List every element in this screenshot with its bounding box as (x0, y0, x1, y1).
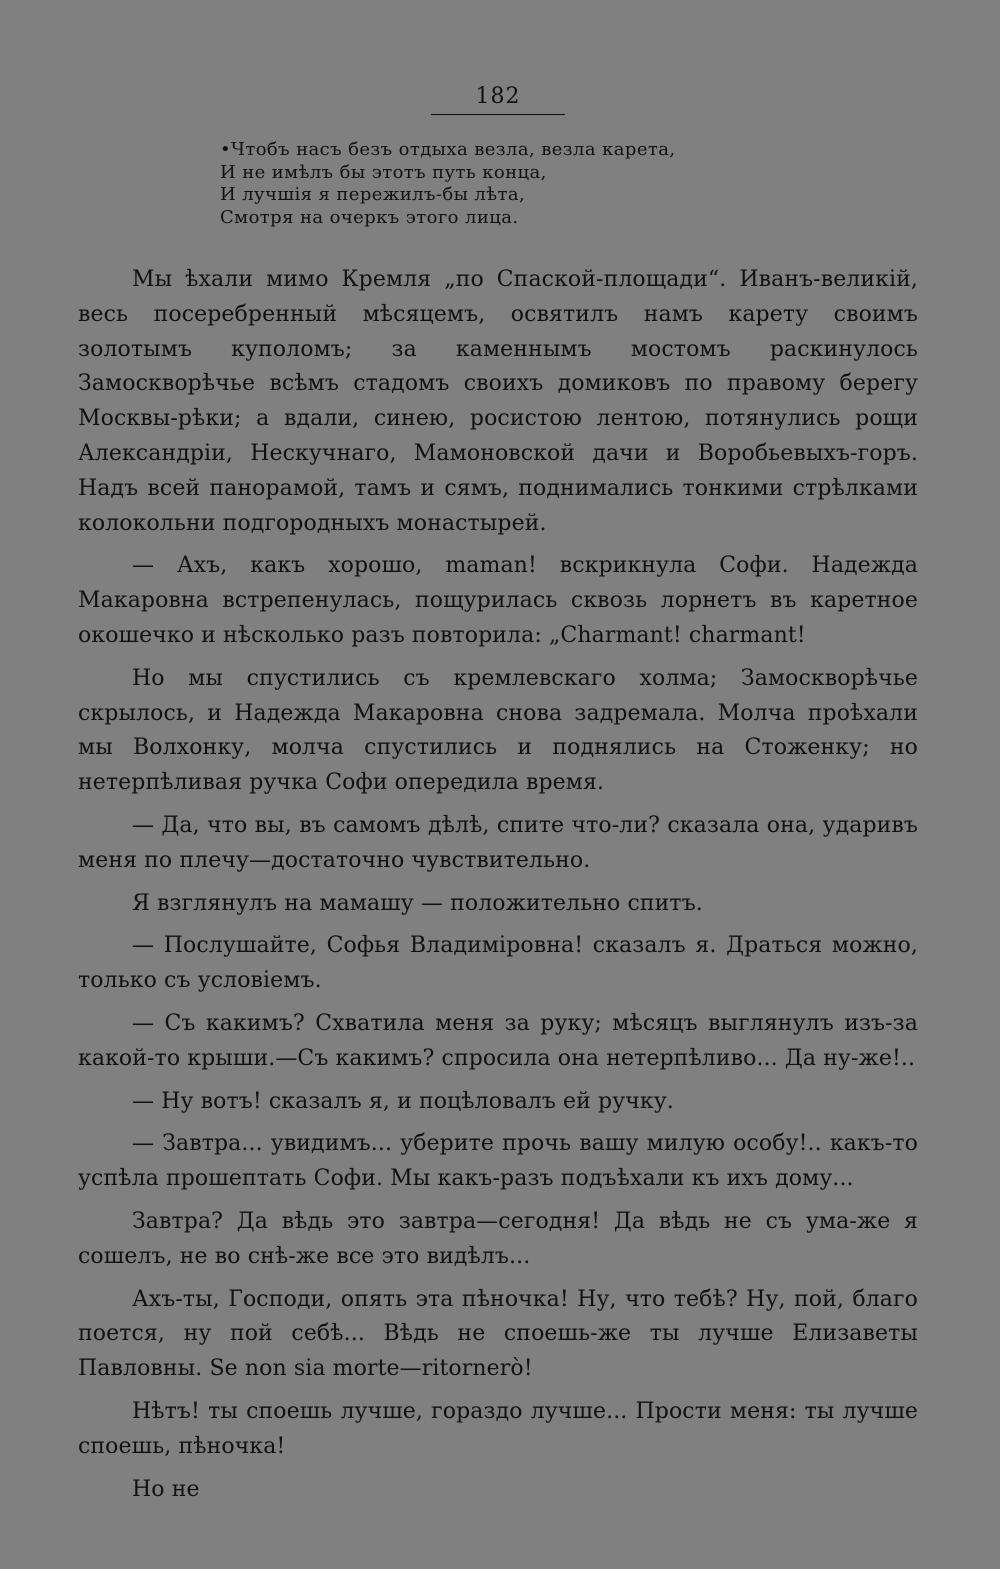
book-page (78, 82, 918, 1515)
paragraph: — Ахъ, какъ хорошо, maman! вскрикнула Софи. Надежда Макаровна встрепенулась, пощурилась сквозь лорнетъ въ каретное окошечко и нѣсколько разъ повторила: „Charmant! charmant! (78, 553, 918, 648)
paragraph: Завтра? Да вѣдь это завтра—сегодня! Да вѣдь не съ ума-же я сошелъ, не во снѣ-же все это видѣлъ... (78, 1208, 918, 1269)
paragraph: Ахъ-ты, Господи, опять эта пѣночка! Ну, что тебѣ? Ну, пой, благо поется, ну пой себѣ... Вѣдь не споешь-же ты лучше Елизаветы Павловны. Se non sia morte—ritornerò! (78, 1286, 918, 1382)
epigraph-poem (220, 139, 918, 229)
prose-body (78, 263, 918, 1507)
paragraph: — Да, что вы, въ самомъ дѣлѣ, спите что-ли? сказала она, ударивъ меня по плечу—достаточно чувствительно. (78, 812, 918, 873)
paragraph: Мы ѣхали мимо Кремля „по Спаской-площади“. Иванъ-великій, весь посеребренный мѣсяцемъ, освятилъ намъ карету своимъ золотымъ куполомъ; за каменнымъ мостомъ раскинулось Замоскворѣчье всѣмъ стадомъ своихъ домиковъ по правому берегу Москвы-рѣки; а вдали, синею, росистою лентою, потянулись рощи Александріи, Нескучнаго, Мамоновской дачи и Воробьевыхъ-горъ. Надъ всей панорамой, тамъ и сямъ, поднимались тонкими стрѣлками колокольни подгородныхъ монастырей. (78, 267, 918, 536)
poem-line: Смотря на очеркъ этого лица. (220, 206, 519, 228)
paragraph: Но не (132, 1476, 200, 1502)
paragraph: Нѣтъ! ты споешь лучше, гораздо лучше... Прости меня: ты лучше споешь, пѣночка! (78, 1398, 918, 1459)
paragraph: Я взглянулъ на мамашу — положительно спитъ. (132, 890, 703, 916)
poem-line: •Чтобъ насъ безъ отдыха везла, везла карета, (220, 139, 676, 160)
poem-line: И лучшія я пережилъ-бы лѣта, (220, 184, 526, 205)
poem-line: И не имѣлъ бы этотъ путь конца, (220, 161, 547, 183)
header-rule (431, 114, 565, 115)
paragraph: — Съ какимъ? Схватила меня за руку; мѣсяцъ выглянулъ изъ-за какой-то крыши.—Съ какимъ? спросила она нетерпѣливо... Да ну-же!.. (78, 1010, 918, 1071)
paragraph: — Послушайте, Софья Владиміровна! сказалъ я. Драться можно, только съ условіемъ. (78, 933, 918, 994)
paragraph: Но мы спустились съ кремлевскаго холма; Замоскворѣчье скрылось, и Надежда Макаровна снова задремала. Молча проѣхали мы Волхонку, молча спустились и поднялись на Стоженку; но нетерпѣливая ручка Софи опередила время. (78, 665, 918, 796)
paragraph: — Завтра... увидимъ... уберите прочь вашу милую особу!.. какъ-то успѣла прошептать Софи. Мы какъ-разъ подъѣхали къ ихъ дому... (78, 1131, 918, 1192)
paragraph: — Ну вотъ! сказалъ я, и поцѣловалъ ей ручку. (132, 1088, 674, 1114)
page-number: 182 (475, 84, 521, 109)
